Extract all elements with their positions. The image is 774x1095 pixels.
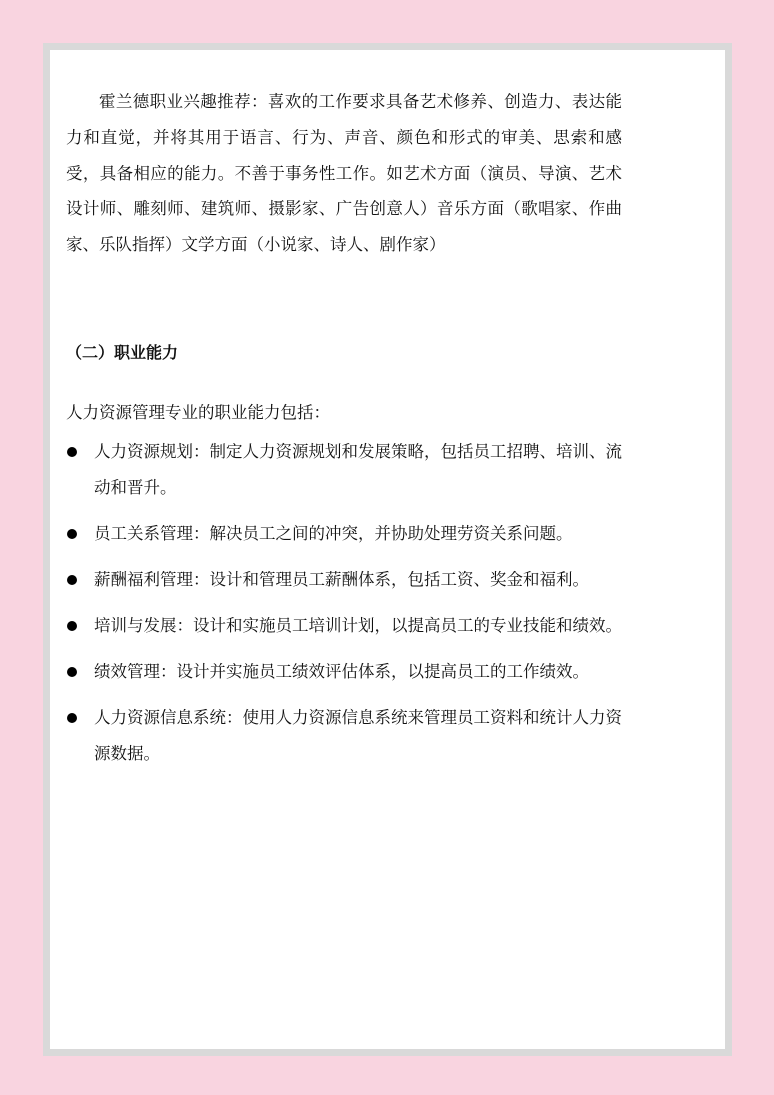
section-heading: （二）职业能力 [66, 342, 179, 362]
ability-list [66, 434, 622, 772]
bullet-icon [67, 621, 77, 631]
bullet-icon [67, 575, 77, 585]
list-item [66, 608, 622, 644]
intro-text: 人力资源管理专业的职业能力包括： [66, 402, 330, 422]
list-item-text: 员工关系管理：解决员工之间的冲突，并协助处理劳资关系问题。 [94, 523, 573, 543]
list-item-text: 绩效管理：设计并实施员工绩效评估体系，以提高员工的工作绩效。 [94, 661, 589, 681]
bullet-icon [67, 713, 77, 723]
list-item [66, 700, 622, 772]
bullet-icon [67, 529, 77, 539]
list-item-text: 培训与发展：设计和实施员工培训计划，以提高员工的专业技能和绩效。 [94, 615, 622, 635]
bullet-icon [67, 447, 77, 457]
list-item-text: 人力资源规划：制定人力资源规划和发展策略，包括员工招聘、培训、流动和晋升。 [94, 441, 622, 497]
document-content [66, 84, 622, 782]
list-item [66, 434, 622, 506]
list-item [66, 562, 622, 598]
list-item [66, 516, 622, 552]
bullet-icon [67, 667, 77, 677]
list-item-text: 薪酬福利管理：设计和管理员工薪酬体系，包括工资、奖金和福利。 [94, 569, 589, 589]
list-item [66, 654, 622, 690]
list-item-text: 人力资源信息系统：使用人力资源信息系统来管理员工资料和统计人力资源数据。 [94, 707, 622, 763]
holland-recommendation-paragraph: 霍兰德职业兴趣推荐：喜欢的工作要求具备艺术修养、创造力、表达能力和直觉，并将其用于语言、行为、声音、颜色和形式的审美、思索和感受，具备相应的能力。不善于事务性工作。如艺术方面（演员、导演、艺术设计师、雕刻师、建筑师、摄影家、广告创意人）音乐方面（歌唱家、作曲家、乐队指挥）文学方面（小说家、诗人、剧作家） [66, 92, 622, 255]
